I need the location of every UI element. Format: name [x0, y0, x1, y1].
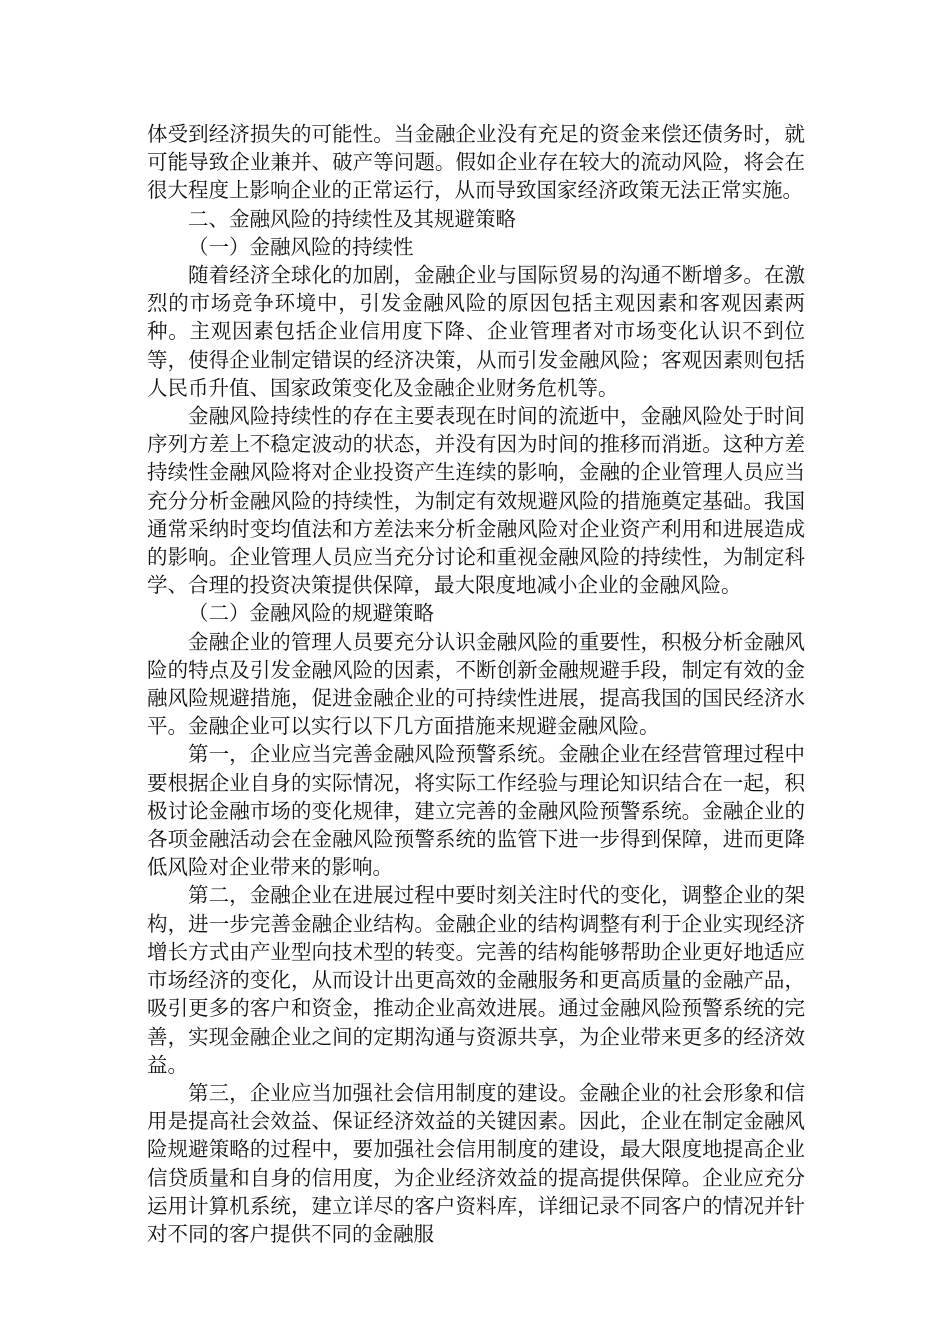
paragraph: 第三，企业应当加强社会信用制度的建设。金融企业的社会形象和信用是提高社会效益、保证经济效益的关键因素。因此，企业在制定金融风险规避策略的过程中，要加强社会信用制度的建设，最大限度地提高企业信贷质量和自身的信用度，为企业经济效益的提高提供保障。企业应充分运用计算机系统，建立详尽的客户资料库，详细记录不同客户的情况并针对不同的客户提供不同的金融服 — [147, 1080, 805, 1246]
paragraph-continued: 体受到经济损失的可能性。当金融企业没有充足的资金来偿还债务时，就可能导致企业兼并、破产等问题。假如企业存在较大的流动风险，将会在很大程度上影响企业的正常运行，从而导致国家经济政策无法正常实施。 — [147, 122, 805, 203]
paragraph: 第一，企业应当完善金融风险预警系统。金融企业在经营管理过程中要根据企业自身的实际情况，将实际工作经验与理论知识结合在一起，积极讨论金融市场的变化规律，建立完善的金融风险预警系统。金融企业的各项金融活动会在金融风险预警系统的监管下进一步得到保障，进而更降低风险对企业带来的影响。 — [147, 742, 805, 880]
paragraph: 金融风险持续性的存在主要表现在时间的流逝中，金融风险处于时间序列方差上不稳定波动的状态，并没有因为时间的推移而消逝。这种方差持续性金融风险将对企业投资产生连续的影响，金融的企业管理人员应当充分分析金融风险的持续性，为制定有效规避风险的措施奠定基础。我国通常采纳时变均值法和方差法来分析金融风险对企业资产利用和进展造成的影响。企业管理人员应当充分讨论和重视金融风险的持续性，为制定科学、合理的投资决策提供保障，最大限度地减小企业的金融风险。 — [147, 404, 805, 598]
paragraph: 随着经济全球化的加剧，金融企业与国际贸易的沟通不断增多。在激烈的市场竞争环境中，引发金融风险的原因包括主观因素和客观因素两种。主观因素包括企业信用度下降、企业管理者对市场变化认识不到位等，使得企业制定错误的经济决策，从而引发金融风险；客观因素则包括人民币升值、国家政策变化及金融企业财务危机等。 — [147, 263, 805, 400]
subsection-heading-2: （二）金融风险的规避策略 — [188, 601, 434, 626]
paragraph: 第二，金融企业在进展过程中要时刻关注时代的变化，调整企业的架构，进一步完善金融企业结构。金融企业的结构调整有利于企业实现经济增长方式由产业型向技术型的转变。完善的结构能够帮助企业更好地适应市场经济的变化，从而设计出更高效的金融服务和更高质量的金融产品，吸引更多的客户和资金，推动企业高效进展。通过金融风险预警系统的完善，实现金融企业之间的定期沟通与资源共享，为企业带来更多的经济效益。 — [147, 883, 805, 1077]
subsection-heading-1: （一）金融风险的持续性 — [188, 234, 414, 259]
section-heading: 二、金融风险的持续性及其规避策略 — [188, 206, 516, 231]
document-page — [147, 120, 805, 1248]
paragraph: 金融企业的管理人员要充分认识金融风险的重要性，积极分析金融风险的特点及引发金融风险的因素，不断创新金融规避手段，制定有效的金融风险规避措施，促进金融企业的可持续性进展，提高我国的国民经济水平。金融企业可以实行以下几方面措施来规避金融风险。 — [147, 629, 805, 739]
